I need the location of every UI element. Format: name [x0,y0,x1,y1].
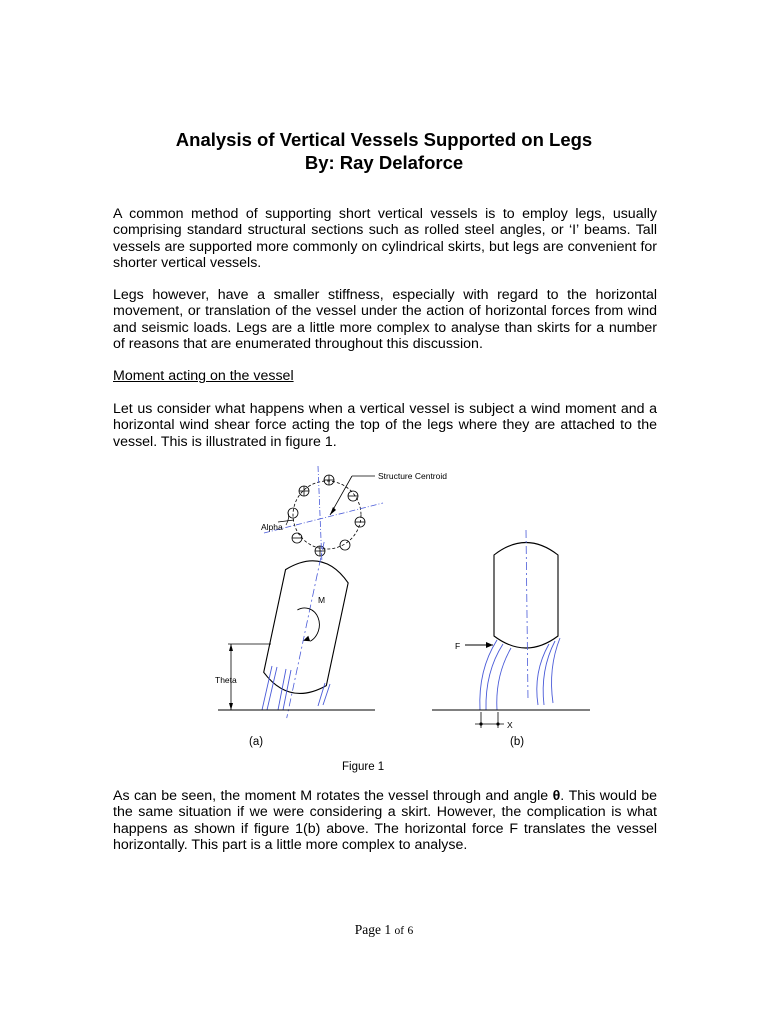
bolt-circle [288,475,365,556]
label-alpha: Alpha [261,522,283,532]
label-moment: M [318,595,326,605]
footer-total-pages: 6 [407,925,414,937]
section-heading: Moment acting on the vessel [113,368,294,384]
footer-of-word: of [394,925,405,937]
document-author: By: Ray Delaforce [304,152,464,173]
label-x: X [507,720,513,730]
label-structure-centroid: Structure Centroid [378,471,447,481]
paragraph-4-text-a: As can be seen, the moment M rotates the vessel through and angle [113,788,553,804]
theta-symbol: θ [552,788,561,804]
label-subfigure-a: (a) [249,736,264,748]
footer-current-page: 1 [384,922,392,937]
legs-b [480,638,560,710]
paragraph-2: Legs however, have a smaller stiffness, especially with regard to the horizontal movement, or translation of the vessel under the action of horizontal forces from wind and seismic loads. Legs are a little more complex to analyse than skirts for a number of reasons that are enumerated throughout this discussion. [113,287,657,352]
label-force: F [455,641,461,651]
page-footer [0,921,768,940]
paragraph-1: A common method of supporting short vertical vessels is to employ legs, usually comprising standard structural sections such as rolled steel angles, or ‘I’ beams. Tall vessels are supported more commonly on cylindrical skirts, but legs are convenient for shorter vertical vessels. [113,206,657,271]
label-theta: Theta [215,675,237,685]
paragraph-3: Let us consider what happens when a vertical vessel is subject a wind moment and a horizontal wind shear force acting the top of the legs where they are attached to the vessel. This is illustrated in figure 1. [113,401,657,450]
footer-page-word: Page [354,922,382,937]
label-subfigure-b: (b) [510,736,525,748]
figure-caption: Figure 1 [342,761,385,773]
document-title: Analysis of Vertical Vessels Supported on Legs [175,129,593,150]
paragraph-4-text-b: . This would be the same situation if we were considering a skirt. However, the complication is what happens as shown if figure 1(b) above. The horizontal force F translates the vessel horizontally. This part is a little more complex to analyse. [113,788,658,853]
paragraph-4 [113,788,657,853]
